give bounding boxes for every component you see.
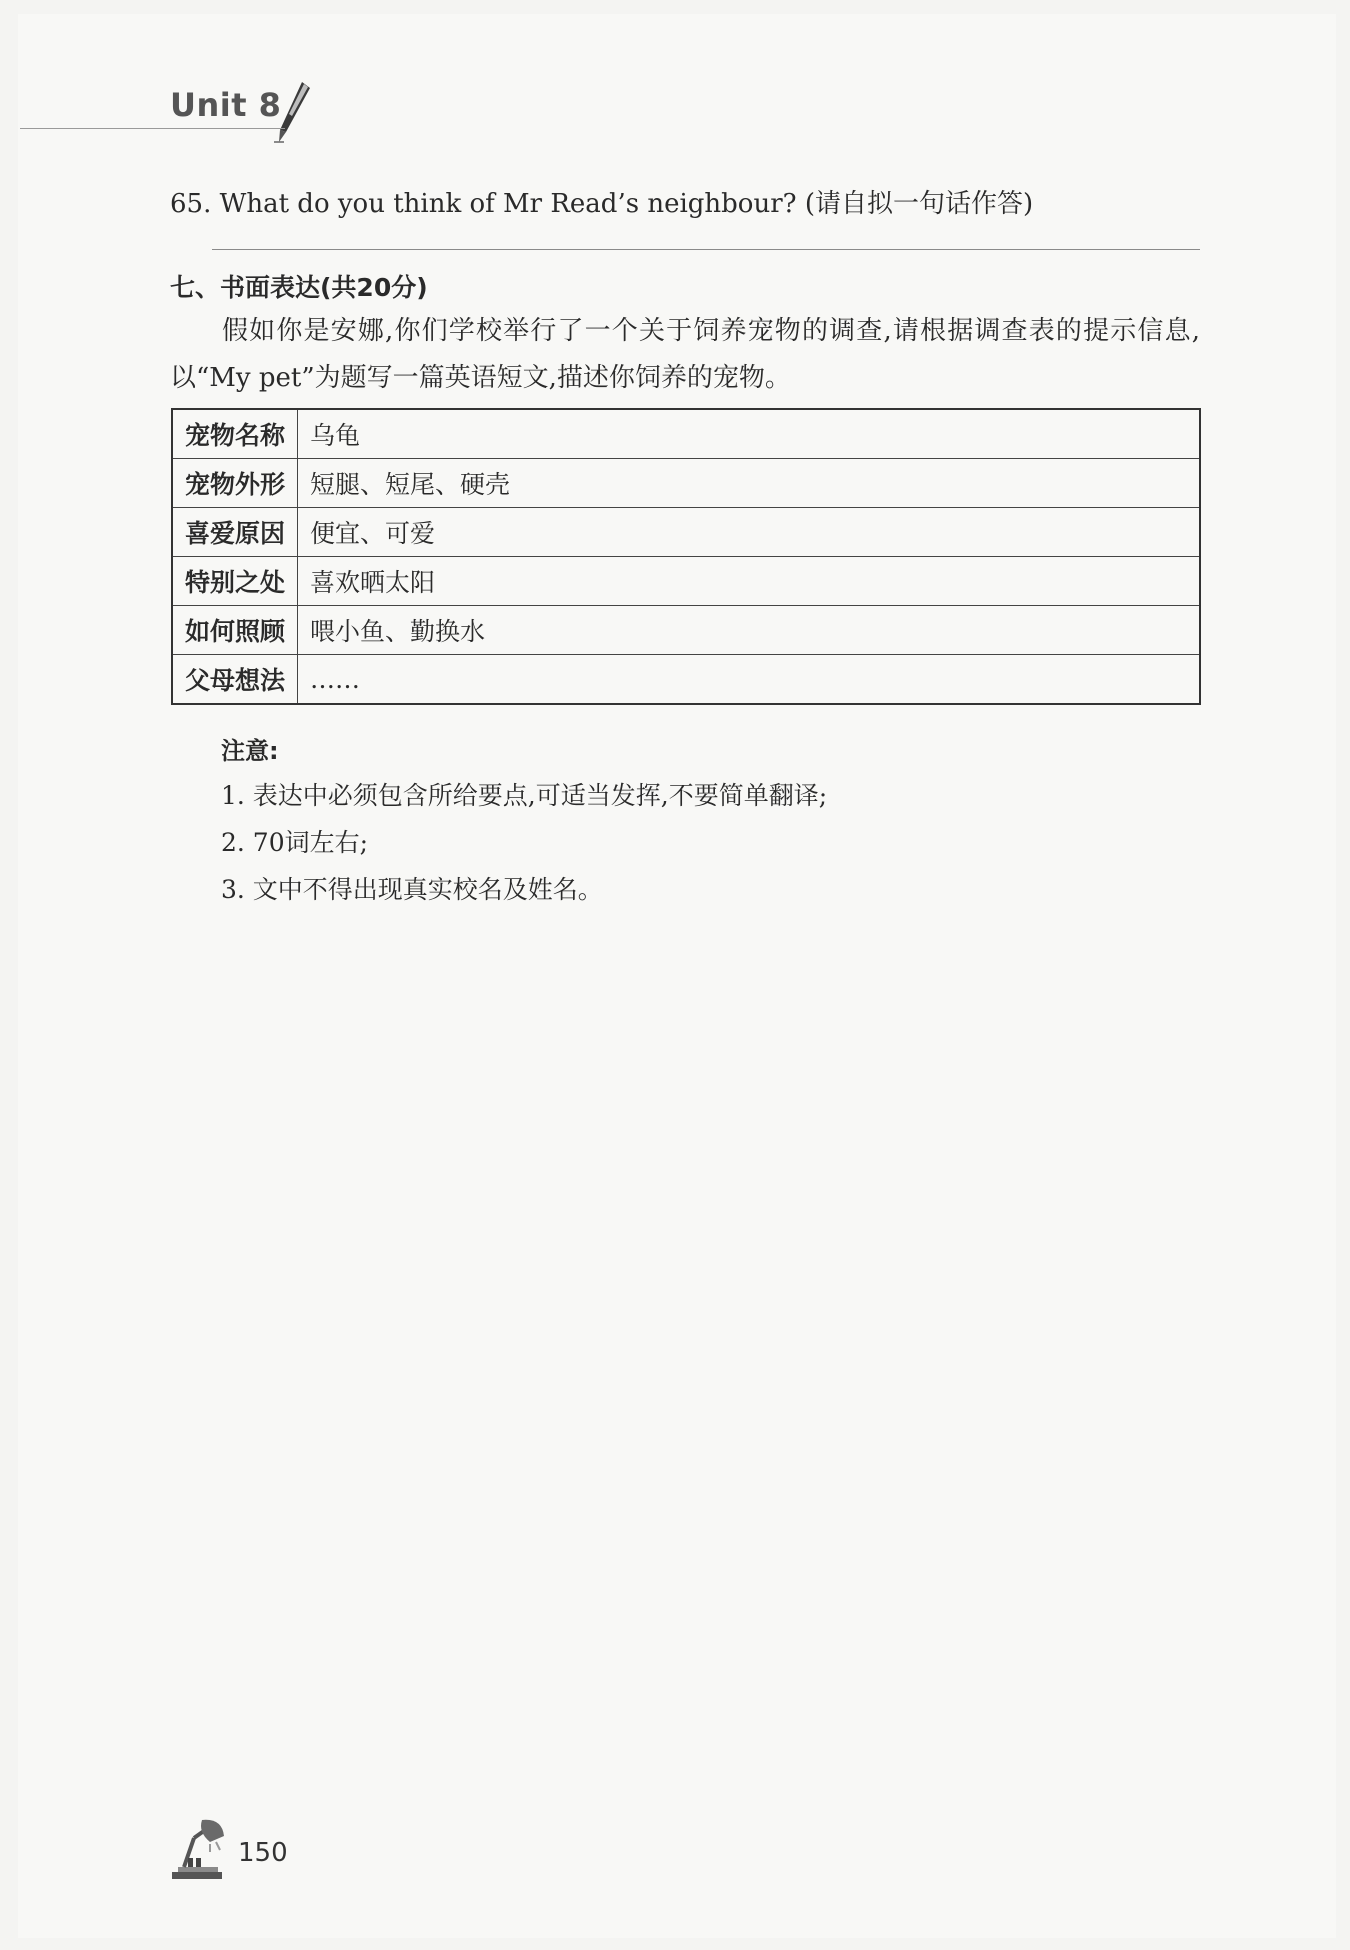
row-key: 喜爱原因	[172, 508, 298, 557]
row-value: 便宜、可爱	[298, 508, 1201, 557]
desk-lamp-icon	[170, 1818, 228, 1884]
section-title: 七、书面表达(共20分)	[170, 273, 428, 302]
row-value: ……	[298, 655, 1201, 705]
row-key: 如何照顾	[172, 606, 298, 655]
table-row	[172, 606, 1200, 655]
page-number: 150	[238, 1838, 288, 1868]
answer-line	[212, 249, 1200, 250]
header-rule	[20, 128, 285, 129]
pen-icon	[272, 80, 316, 148]
row-value: 短腿、短尾、硬壳	[298, 459, 1201, 508]
unit-title: Unit 8	[170, 86, 282, 124]
section-intro: 假如你是安娜,你们学校举行了一个关于饲养宠物的调查,请根据调查表的提示信息,以“My pet”为题写一篇英语短文,描述你饲养的宠物。	[170, 316, 1200, 393]
row-key: 宠物名称	[172, 409, 298, 459]
table-row	[172, 655, 1200, 705]
table-row	[172, 409, 1200, 459]
note-item: 1. 表达中必须包含所给要点,可适当发挥,不要简单翻译;	[221, 781, 828, 810]
note-item: 3. 文中不得出现真实校名及姓名。	[221, 875, 603, 904]
row-value: 乌龟	[298, 409, 1201, 459]
row-key: 特别之处	[172, 557, 298, 606]
note-item: 2. 70词左右;	[221, 828, 369, 857]
question-65: 65. What do you think of Mr Read’s neighbour? (请自拟一句话作答)	[170, 189, 1034, 219]
table-row	[172, 459, 1200, 508]
table-row	[172, 508, 1200, 557]
row-key: 宠物外形	[172, 459, 298, 508]
notes-title: 注意:	[221, 737, 279, 765]
table-row	[172, 557, 1200, 606]
row-value: 喜欢晒太阳	[298, 557, 1201, 606]
survey-table	[171, 408, 1201, 705]
notes-list	[221, 772, 827, 913]
row-value: 喂小鱼、勤换水	[298, 606, 1201, 655]
row-key: 父母想法	[172, 655, 298, 705]
